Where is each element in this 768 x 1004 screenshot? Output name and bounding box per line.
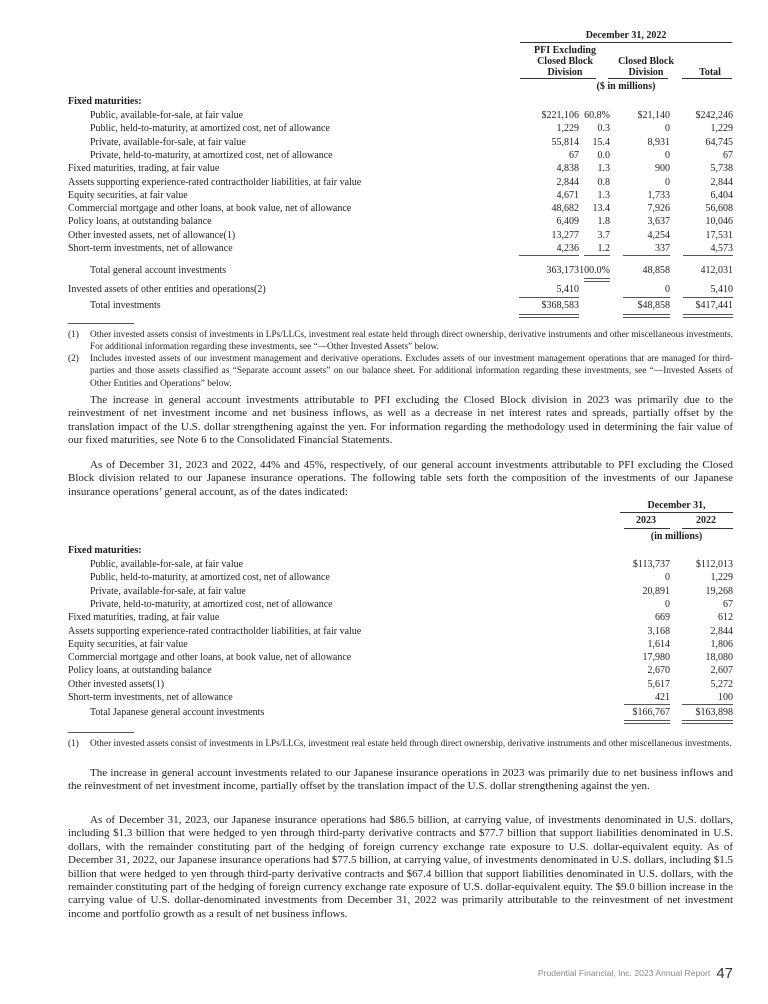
table-row: Private, held-to-maturity, at amortized cost, net of allowance . . . 67 0.0 0 67: [68, 149, 733, 163]
table2-year-2022: 2022: [696, 515, 716, 526]
table-row: Fixed maturities, trading, at fair value . . . 4,838 1.3 900 5,738: [68, 162, 733, 176]
table-row: Assets supporting experience-rated contractholder liabilities, at fair value . . . 2,844 0.8 0 2,844: [68, 176, 733, 190]
table2-row-total: Total Japanese general account investments . . . $166,767 $163,898: [68, 706, 733, 720]
table2-section-title: Fixed maturities:: [68, 545, 142, 556]
table-row: Public, held-to-maturity, at amortized cost, net of allowance . . . 1,229 0.3 0 1,229: [68, 122, 733, 136]
table1-row-other-entities: Invested assets of other entities and operations(2) . . . 5,410 0 5,410: [68, 283, 733, 297]
table2-units: (in millions): [650, 531, 703, 542]
paragraph-japanese-share: As of December 31, 2023 and 2022, 44% and 45%, respectively, of our general account investments attributable to PFI excluding the Closed Block division related to our Japanese insurance operations. The following table sets forth the composition of the investments of our Japanese insurance operations’ general account, as of the dates indicated:: [68, 459, 733, 498]
footer-text: Prudential Financial, Inc. 2023 Annual Report: [537, 968, 711, 978]
table-row: Short-term investments, net of allowance . . . 4,236 1.2 337 4,573: [68, 242, 733, 256]
table-row: Other invested assets, net of allowance(1) . . . 13,277 3.7 4,254 17,531: [68, 229, 733, 243]
paragraph-general-account-increase: The increase in general account investments attributable to PFI excluding the Closed Block division in 2023 was primarily due to the reinvestment of net investment income and net business inflows, as well as a decrease in net interest rates and spreads, partially offset by the translation impact of the U.S. dollar strengthening against the yen. For information regarding the methodology used in determining the fair value of our fixed maturities, see Note 6 to the Consolidated Financial Statements.: [68, 394, 733, 447]
footnote-2: (2) Includes invested assets of our investment management and derivative operations. Excludes assets of our investment management operations that are managed for third-parties and those assets classified as “Separate account assets” on our balance sheet. For additional information regarding these investments, see “—Invested Assets of Other Entities and Operations” below.: [68, 354, 733, 389]
table1-col-header-pfi: PFI Excluding Closed Block Division: [534, 45, 596, 78]
page-number: 47: [716, 965, 733, 982]
table-row: Assets supporting experience-rated contractholder liabilities, at fair value . . . 3,168 2,844: [68, 625, 733, 639]
footnote-1: (1) Other invested assets consist of investments in LPs/LLCs, investment real estate held through direct ownership, derivative instruments and other miscellaneous investments. For additional information regarding these investments, see “—Other Invested Assets” below.: [68, 330, 733, 353]
table-row: Public, available-for-sale, at fair value . . . $113,737 $112,013: [68, 558, 733, 572]
paragraph-usd-denominated: As of December 31, 2023, our Japanese insurance operations had $86.5 billion, at carrying value, of investments denominated in U.S. dollars, including $1.3 billion that were hedged to yen through third-party derivative contracts and $77.7 billion that support liabilities denominated in U.S. dollars, with the remainder constituting part of the hedging of foreign currency exchange rate exposure to U.S. dollar-equivalent equity. As of December 31, 2022, our Japanese insurance operations had $77.5 billion, at carrying value, of investments denominated in U.S. dollars, including $1.5 billion that were hedged to yen through third-party derivative contracts and $67.4 billion that support liabilities denominated in U.S. dollars, with the remainder constituting part of the hedging of foreign currency exchange rate exposure of U.S. dollar-equivalent equity. The $9.0 billion increase in the carrying value of U.S. dollar-denominated investments from December 31, 2022 was primarily attributable to the reinvestment of net investment income and portfolio growth as a result of net business inflows.: [68, 814, 733, 920]
table-row: Short-term investments, net of allowance . . . 421 100: [68, 691, 733, 705]
table1-row-total-general: Total general account investments . . . 363,173 100.0% 48,858 412,031: [68, 264, 733, 278]
paragraph-japanese-increase: The increase in general account investments related to our Japanese insurance operations in 2023 was primarily due to net business inflows and the reinvestment of net investment income, partially offset by the translation impact of the U.S. dollar strengthening against the yen.: [68, 767, 733, 793]
table-row: Commercial mortgage and other loans, at book value, net of allowance . . . 17,980 18,080: [68, 651, 733, 665]
table1-col-header-total: Total: [699, 67, 721, 78]
table-row: Equity securities, at fair value . . . 4,671 1.3 1,733 6,404: [68, 189, 733, 203]
table-row: Private, available-for-sale, at fair value . . . 55,814 15.4 8,931 64,745: [68, 136, 733, 150]
table1-units: ($ in millions): [596, 81, 656, 92]
table-row: Public, available-for-sale, at fair value . . . $221,106 60.8% $21,140 $242,246: [68, 109, 733, 123]
table-row: Equity securities, at fair value . . . 1,614 1,806: [68, 638, 733, 652]
table-row: Public, held-to-maturity, at amortized cost, net of allowance . . . 0 1,229: [68, 571, 733, 585]
table-row: Private, held-to-maturity, at amortized cost, net of allowance . . . 0 67: [68, 598, 733, 612]
table-row: Commercial mortgage and other loans, at book value, net of allowance . . . 48,682 13.4 7,926 56,608: [68, 202, 733, 216]
table-row: Policy loans, at outstanding balance . . . 2,670 2,607: [68, 664, 733, 678]
table2-period-header: December 31,: [647, 500, 706, 511]
table-row: Private, available-for-sale, at fair value . . . 20,891 19,268: [68, 585, 733, 599]
table1-row-total-investments: Total investments . . . $368,583 $48,858 $417,441: [68, 299, 733, 313]
table-row: Policy loans, at outstanding balance . . . 6,409 1.8 3,637 10,046: [68, 215, 733, 229]
page-footer: [538, 965, 733, 982]
table2-footnote-1: (1) Other invested assets consist of investments in LPs/LLCs, investment real estate held through direct ownership, derivative instruments and other miscellaneous investments.: [68, 739, 732, 749]
table-row: Other invested assets(1) . . . 5,617 5,272: [68, 678, 733, 692]
table-row: Fixed maturities, trading, at fair value . . . 669 612: [68, 611, 733, 625]
table1-period-header: December 31, 2022: [585, 30, 667, 41]
table1-col-header-closed-block: Closed Block Division: [618, 56, 674, 78]
table1-section-title: Fixed maturities:: [68, 96, 142, 107]
table2-year-2023: 2023: [636, 515, 656, 526]
